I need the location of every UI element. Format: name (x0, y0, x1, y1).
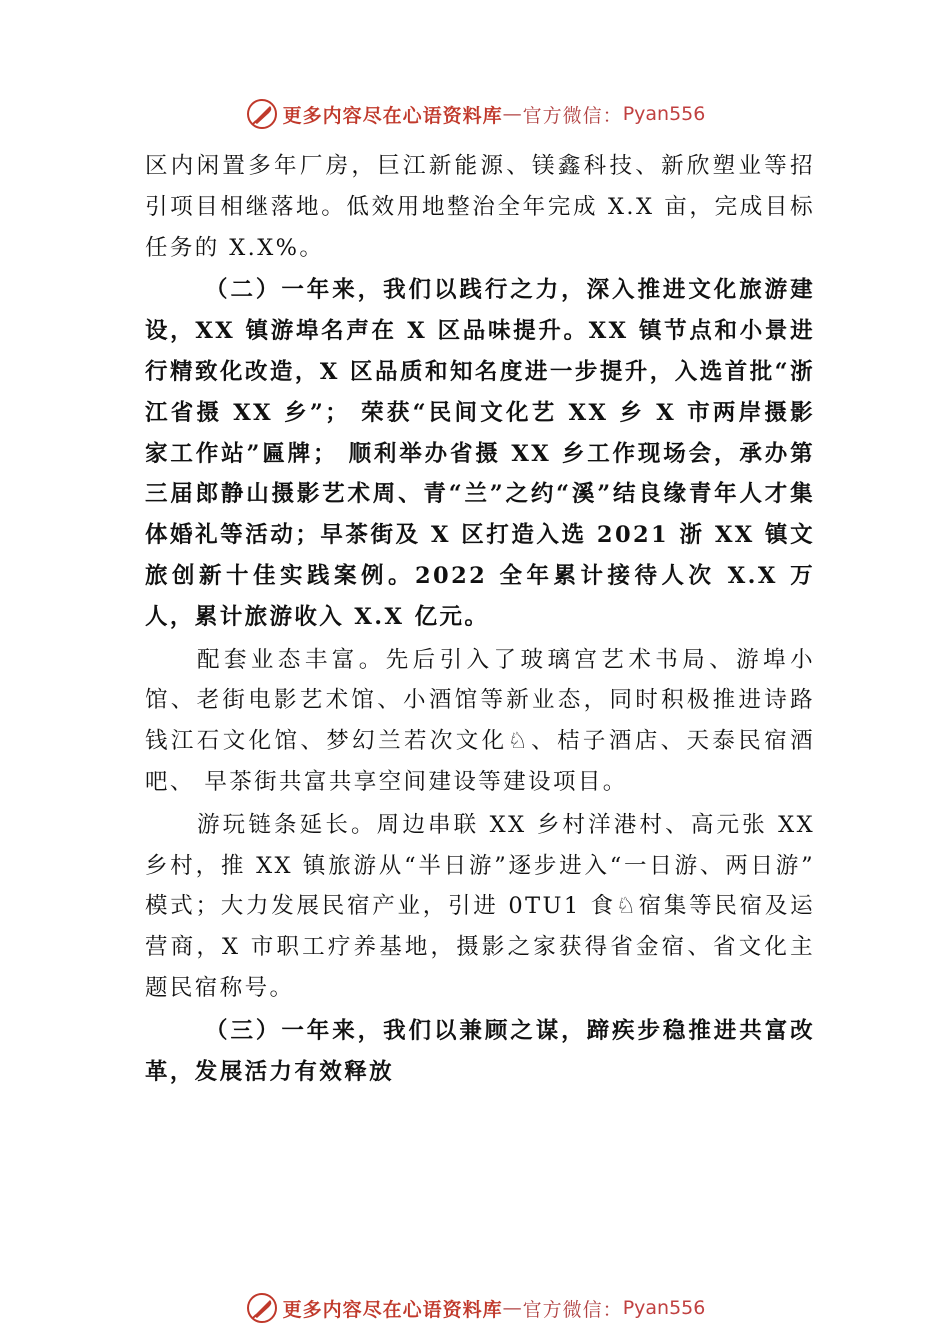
watermark-separator: — (502, 1297, 523, 1319)
watermark-separator: — (502, 103, 523, 125)
watermark-brand: 更多内容尽在心语资料库 (282, 104, 503, 127)
section-heading-3: （三）一年来，我们以兼顾之谋，蹄疾步稳推进共富改革，发展活力有效释放 (145, 1017, 815, 1085)
quill-logo-icon (245, 1291, 279, 1325)
watermark-label: 官方微信： (522, 104, 623, 127)
paragraph-4: 游玩链条延长。周边串联 XX 乡村洋港村、高元张 XX 乡村，推 XX 镇旅游从“半日游”逐步进入“一日游、两日游” 模式；大力发展民宿产业，引进 0TU1 食♘宿集等民宿及运营商，X 市职工疗养基地，摄影之家获得省金宿、省文化主题民宿称号。 (145, 811, 815, 1001)
watermark-contact: Pyan556 (622, 1297, 706, 1319)
document-body (145, 146, 815, 1094)
section-heading-2: （二）一年来，我们以践行之力，深入推进文化旅游建设，XX 镇游埠名声在 X 区品味提升。XX 镇节点和小景进行精致化改造，X 区品质和知名度进一步提升，入选首批“浙江省摄 XX 乡”； 荣获“民间文化艺 XX 乡 X 市两岸摄影家工作站”匾牌； 顺利举办省摄 XX 乡工作现场会，承办第三届郎静山摄影艺术周、青“兰”之约“溪”结良缘青年人才集体婚礼等活动；早茶街及 X 区打造入选 2021 浙 XX 镇文旅创新十佳实践案例。2022 全年累计接待人次 X.X 万人，累计旅游收入 X.X 亿元。 (145, 277, 815, 630)
paragraph-1: 区内闲置多年厂房，巨江新能源、镁鑫科技、新欣塑业等招引项目相继落地。低效用地整治全年完成 X.X 亩，完成目标任务的 X.X%。 (145, 153, 815, 261)
footer-watermark (0, 1288, 950, 1328)
watermark-label: 官方微信： (522, 1298, 623, 1321)
quill-logo-icon (245, 97, 279, 131)
watermark-contact: Pyan556 (622, 103, 706, 125)
watermark-brand: 更多内容尽在心语资料库 (282, 1298, 503, 1321)
header-watermark (0, 94, 950, 134)
paragraph-3: 配套业态丰富。先后引入了玻璃宫艺术书局、游埠小馆、老街电影艺术馆、小酒馆等新业态，同时积极推进诗路钱江石文化馆、梦幻兰若次文化♘、桔子酒店、天泰民宿酒吧、 早茶街共富共享空间建设等建设项目。 (145, 646, 815, 795)
